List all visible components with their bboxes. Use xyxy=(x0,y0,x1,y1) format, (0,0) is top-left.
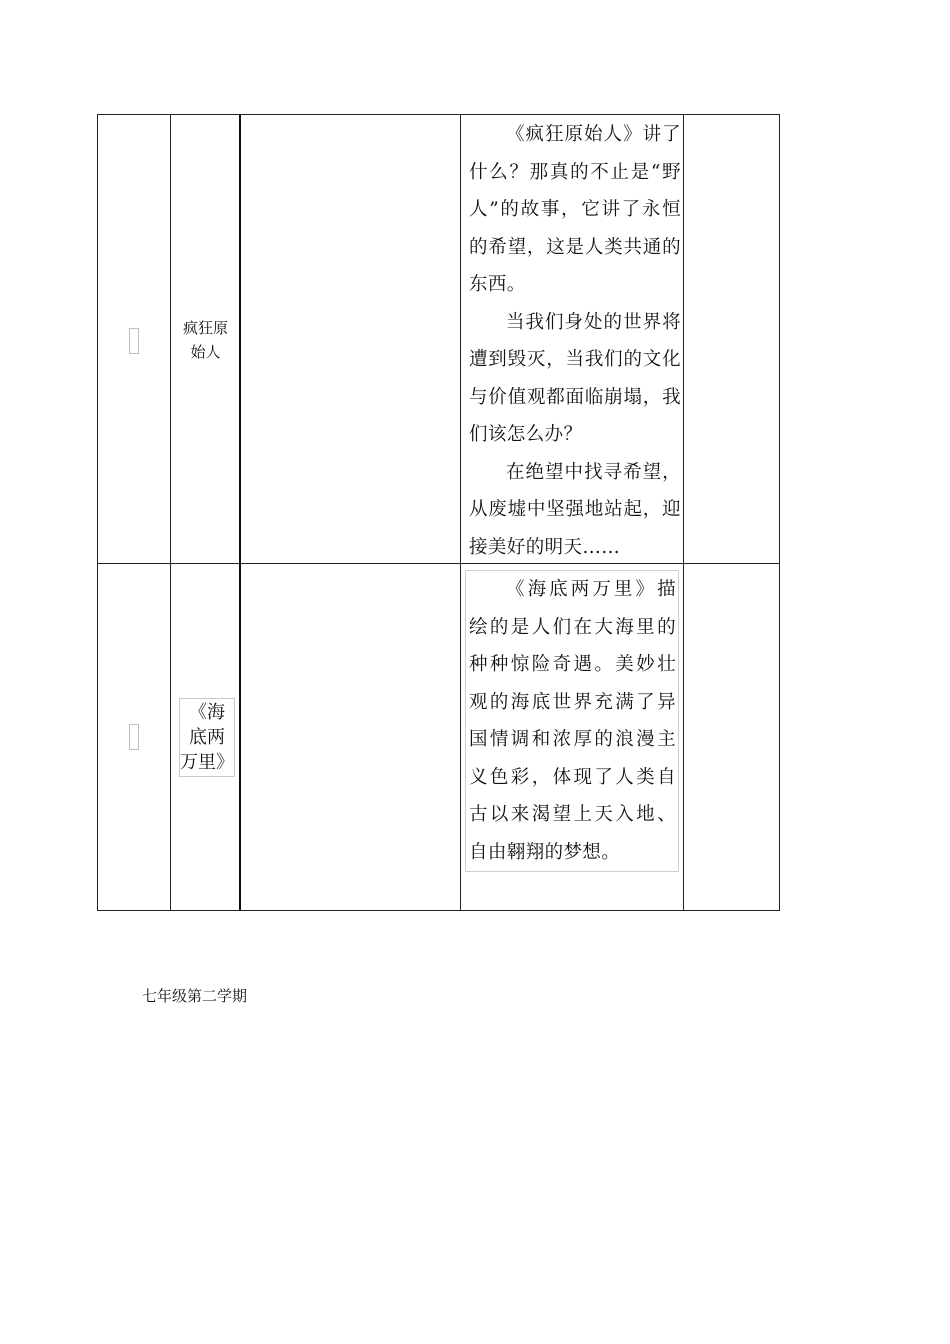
checkbox-placeholder xyxy=(129,328,139,354)
book-description xyxy=(469,116,681,566)
column-divider xyxy=(170,114,171,911)
book-description xyxy=(465,570,679,872)
book-title-line: 底两 xyxy=(189,727,225,748)
description-paragraph: 当我们身处的世界将遭到毁灭，当我们的文化与价值观都面临崩塌，我们该怎么办？ xyxy=(469,311,681,445)
description-paragraph: 《疯狂原始人》讲了什么？那真的不止是“野人”的故事，它讲了永恒的希望，这是人类共通的东西。 xyxy=(469,124,681,295)
table-left-border xyxy=(97,114,98,911)
column-divider xyxy=(683,114,684,911)
book-title-line: 疯狂原 xyxy=(182,319,228,337)
description-paragraph: 《海底两万里》描绘的是人们在大海里的种种惊险奇遇。美妙壮观的海底世界充满了异国情调和浓厚的浪漫主义色彩，体现了人类自古以来渴望上天入地、自由翱翔的梦想。 xyxy=(469,579,676,863)
table-right-border xyxy=(779,114,780,911)
book-title-line: 万里》 xyxy=(180,752,234,773)
description-paragraph: 在绝望中找寻希望，从废墟中坚强地站起，迎接美好的明天…… xyxy=(469,461,681,558)
checkbox-placeholder xyxy=(129,724,139,750)
book-title-line: 《海 xyxy=(189,702,225,723)
table-bottom-border xyxy=(97,910,780,911)
book-title-cell xyxy=(179,698,235,777)
book-title-cell xyxy=(171,316,240,364)
column-divider xyxy=(460,114,461,911)
footer-grade-label: 七年级第二学期 xyxy=(142,987,248,1005)
book-title-line: 始人 xyxy=(190,343,221,361)
table-top-border xyxy=(97,114,780,115)
column-divider xyxy=(239,114,241,911)
